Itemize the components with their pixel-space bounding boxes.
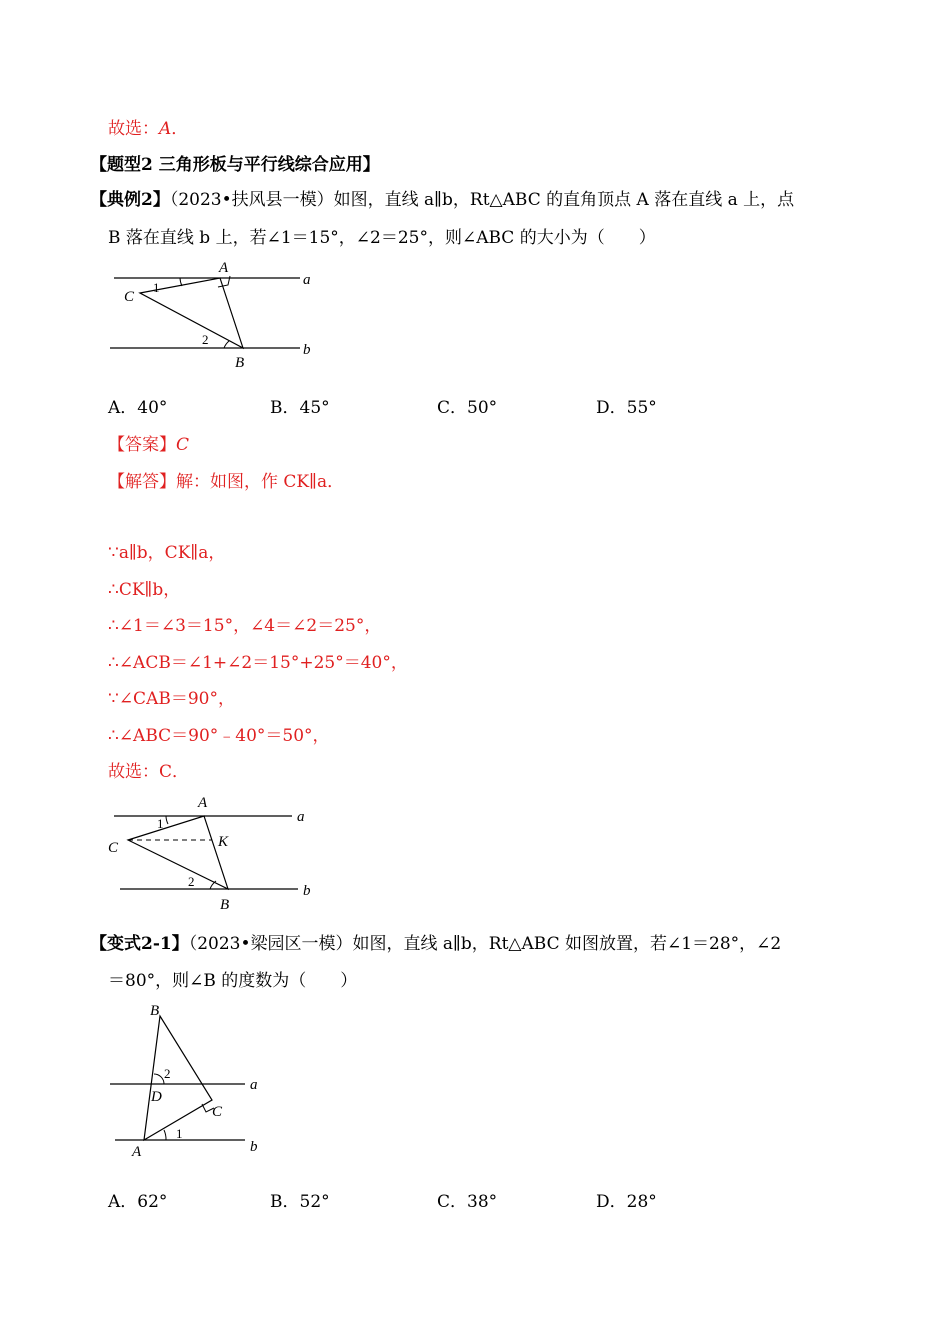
label-B: B [235, 355, 245, 371]
example2-option-c[interactable]: C．50° [437, 398, 498, 418]
label-C: C [212, 1104, 223, 1120]
angle1-arc [164, 1130, 166, 1140]
label-1: 1 [153, 280, 160, 295]
example2-option-d[interactable]: D．55° [596, 398, 657, 418]
label-2: 2 [164, 1066, 171, 1081]
label-D: D [151, 1089, 162, 1105]
example2-tag: 【典例2】 [90, 190, 170, 210]
label-B: B [220, 897, 230, 913]
example2-figure [100, 255, 330, 375]
solution-conclusion: 故选：C． [108, 762, 190, 782]
label-K: K [218, 834, 229, 850]
example2-stem-line1: 【典例2】（2023•扶风县一模）如图，直线 a∥b，Rt△ABC 的直角顶点 A 落在直线 a 上，点 [90, 190, 795, 210]
triangle-abc [144, 1016, 212, 1140]
variant21-option-d[interactable]: D．28° [596, 1192, 657, 1212]
solution-step-1: ∵a∥b，CK∥a， [108, 543, 226, 563]
variant21-stem-line2: ＝80°，则∠B 的度数为（ ） [108, 971, 358, 991]
example2-option-a[interactable]: A．40° [108, 398, 168, 418]
label-A: A [219, 260, 229, 276]
example2-solution-intro: 【解答】解：如图，作 CK∥a． [108, 472, 345, 492]
example2-option-b[interactable]: B．45° [270, 398, 330, 418]
label-A: A [198, 795, 208, 811]
angle2-arc [154, 1074, 164, 1084]
example2-stem-line2: B 落在直线 b 上，若∠1＝15°，∠2＝25°，则∠ABC 的大小为（ ） [108, 228, 656, 248]
variant21-figure [100, 1000, 270, 1165]
label-2: 2 [188, 874, 195, 889]
label-1: 1 [157, 816, 164, 831]
solution-step-5: ∵∠CAB＝90°， [108, 689, 235, 709]
label-A: A [132, 1144, 142, 1160]
label-b: b [250, 1139, 258, 1155]
angle2-arc [224, 341, 229, 348]
variant21-option-a[interactable]: A．62° [108, 1192, 168, 1212]
label-b: b [303, 342, 311, 358]
example2-solution-figure [100, 790, 330, 915]
label-B: B [150, 1003, 160, 1019]
solution-step-3: ∴∠1＝∠3＝15°，∠4＝∠2＝25°， [108, 616, 382, 636]
example2-answer: 【答案】C [108, 435, 190, 455]
variant21-option-c[interactable]: C．38° [437, 1192, 498, 1212]
section-title: 【题型2 三角形板与平行线综合应用】 [90, 155, 380, 175]
variant21-option-b[interactable]: B．52° [270, 1192, 330, 1212]
label-a: a [250, 1077, 258, 1093]
variant21-tag: 【变式2-1】 [90, 934, 189, 954]
solution-step-4: ∴∠ACB＝∠1+∠2＝15°+25°＝40°， [108, 653, 408, 673]
previous-answer: 故选：A． [108, 119, 189, 139]
label-a: a [297, 809, 305, 825]
variant21-stem-line1: 【变式2-1】（2023•梁园区一模）如图，直线 a∥b，Rt△ABC 如图放置，若∠1＝28°，∠2 [90, 934, 782, 954]
triangle-abc [128, 816, 228, 889]
label-C: C [108, 840, 119, 856]
label-C: C [124, 289, 135, 305]
angle1-arc [180, 278, 182, 286]
label-a: a [303, 272, 311, 288]
angle1-arc [166, 816, 168, 824]
label-1: 1 [176, 1126, 183, 1141]
label-2: 2 [202, 332, 209, 347]
solution-step-6: ∴∠ABC＝90°﹣40°＝50°， [108, 726, 330, 746]
solution-step-2: ∴CK∥b， [108, 580, 181, 600]
label-b: b [303, 883, 311, 899]
